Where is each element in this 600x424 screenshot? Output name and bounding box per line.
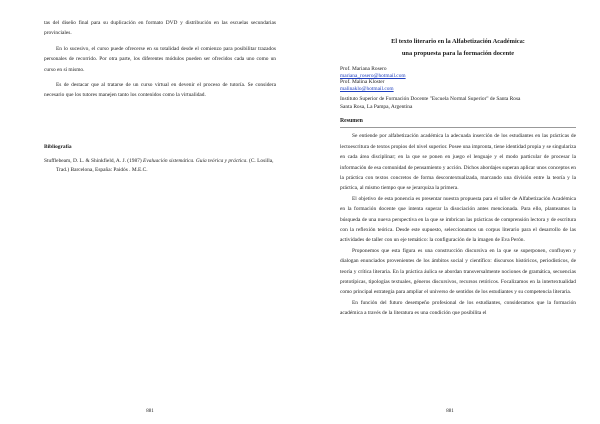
bibliography-section — [44, 143, 276, 175]
left-paragraph-2: En lo sucesivo, el curso puede ofrecerse en su totalidad desde el comienzo para posibilitar trazados personales de recorrido. Por otra parte, los diferentes módulos pueden ser ofrecidos cada uno como un curso en sí mismo. — [44, 45, 276, 73]
summary-paragraph-2: El objetivo de esta ponencia es presentar nuestra propuesta para el taller de Alfabetización Académica en la formación docente que intenta superar la disociación antes mencionada. Para ello, planteamos la búsqueda de una nueva perspectiva en la que se imbrican las prácticas de comprensión lectora y de escritura con la reflexión teórica. Desde este supuesto, seleccionamos un corpus literario para el desarrollo de las actividades de taller con un eje temático: la configuración de la imagen de Eva Perón. — [340, 195, 576, 244]
author-name: Prof. Mariana Rosero — [340, 66, 387, 72]
right-page-number: 881 — [446, 409, 454, 414]
left-page-text-column — [44, 18, 276, 175]
right-page — [300, 0, 600, 424]
left-paragraph-1: tas del diseño final para su duplicación en formato DVD y distribución en las escuelas secundarias provinciales. — [44, 20, 276, 37]
author-block — [340, 66, 576, 92]
bibliography-entry — [44, 157, 276, 175]
left-page-number: 881 — [146, 409, 154, 414]
summary-heading: Resumen — [340, 118, 363, 125]
right-page-text-column — [340, 36, 576, 319]
institution-block — [340, 95, 576, 111]
article-title-line-1: El texto literario en la Alfabetización Académica: — [391, 38, 525, 45]
bibliography-heading: Bibliografía — [44, 143, 72, 150]
summary-paragraph-4: En función del futuro desempeño profesional de los estudiantes, consideramos que la formación académica a través de la literatura es una condición que posibilita el — [340, 299, 576, 317]
article-title-line-2: una propuesta para la formación docente — [401, 50, 515, 57]
author-name: Prof. Malina Kloster — [340, 79, 385, 86]
bibliography-entry-authors: Stufflebeam, D. L. & Shinkfield, A. J. (1987) — [44, 157, 144, 164]
institution-name: Instituto Superior de Formación Docente "Escuela Normal Superior" de Santa Rosa — [340, 96, 521, 103]
author-email-link[interactable]: malinaklo@hotmail.com — [340, 85, 394, 92]
institution-location: Santa Rosa, La Pampa, Argentina — [340, 104, 413, 111]
bibliography-entry-publisher: (C. Losilla, Trad.) Barcelona, España: Paidós . M.E.C. — [56, 157, 274, 173]
left-paragraph-3: Es de destacar que al tratarse de un curso virtual en devenir el proceso de tutoría. Se considera necesario que los tutores manejen tanto los contenidos como la virtualidad. — [44, 82, 276, 99]
author-email-link[interactable]: mariana_rosero@hotmail.com — [340, 72, 406, 79]
summary-paragraph-1: Se entiende por alfabetización académica la adecuada inserción de los estudiantes en las prácticas de lectoescritura de textos propios del nivel superior. Posee una impronta, tiene identidad propia y se singulariza en cada área disciplinar; en la que se ponen en juego el lenguaje y el modo particular de procesar la información de esa comunidad de pensamiento y acción. Dichos abordajes superan aplicar unos conceptos en la práctica con textos concretos de forma descontextualizada, marcando una división entre la teoría y la práctica, al mismo tiempo que se jerarquiza la primera. — [340, 133, 576, 192]
summary-paragraph-3: Proponemos que esta figura es una construcción discursiva en la que se superponen, confluyen y dialogan enunciados provenientes de los ámbitos social y científico: discursos históricos, periodísticos, de teoría y crítica literaria. En la práctica áulica se abordan transversalmente nociones de gramática, secuencias prototípicas, tipologías textuales, géneros discursivos, recursos retóricos. Focalizamos en la intertextualidad como principal estrategia para ampliar el universo de sentidos de los estudiantes y su competencia literaria. — [340, 247, 576, 296]
summary-divider — [340, 127, 576, 128]
bibliography-entry-title: Evaluación sistemática. Guía teórica y práctica. — [143, 157, 248, 164]
